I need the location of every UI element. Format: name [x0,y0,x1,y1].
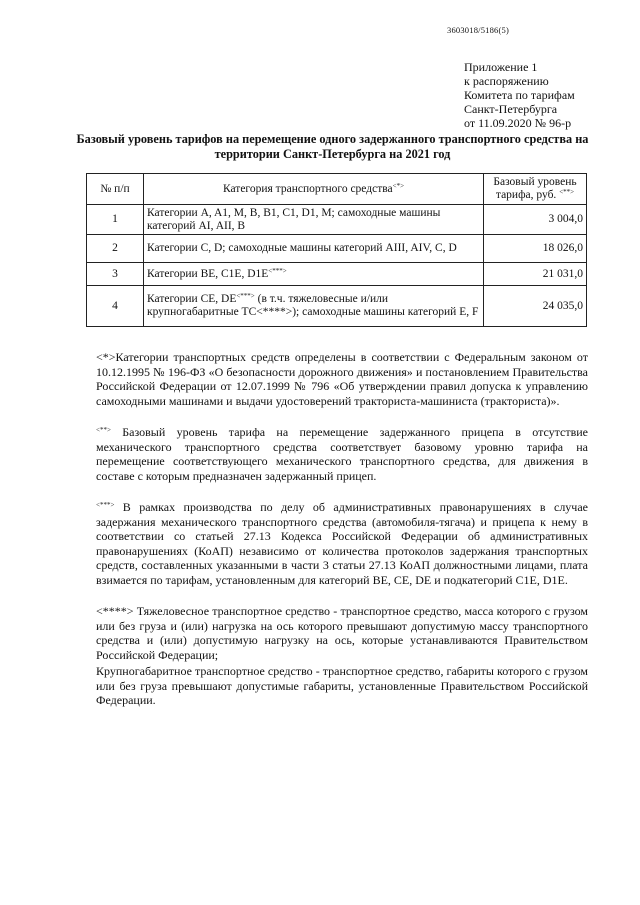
row-category [144,263,484,286]
document-title: Базовый уровень тарифов на перемещение одного задержанного транспортного средства на территории Санкт-Петербурга на 2021 год [76,132,589,161]
header-category [144,174,484,205]
footnote-2 [96,425,588,483]
header-tariff-label: Базовый уровень тарифа, руб. [493,176,577,201]
header-category-mark: <*> [392,181,405,190]
header-tariff [484,174,587,205]
appendix-line: Комитета по тарифам [464,88,575,102]
row-num: 2 [87,235,144,263]
footnote-4-continued: Крупногабаритное транспортное средство - транспортное средство, габариты которого с грузом или без груза превышают допустимые габариты, установленные Правительством Российской Федерации. [96,664,588,707]
header-category-label: Категория транспортного средства [222,182,393,195]
footnote-2-text: Базовый уровень тарифа на перемещение задержанного прицепа в отсутствие механического транспортного средства соответствует базовому уровню тарифа на перемещение соответствующего механического транспортного средства, для движения в составе с которым предназначен задержанный прицеп. [96,425,588,483]
appendix-line: Приложение 1 [464,60,538,74]
row-value: 3 004,0 [484,205,587,235]
table-row [87,205,587,235]
tariff-table [86,173,587,327]
footnote-3 [96,500,588,587]
document-number: 3603018/5186(5) [447,25,510,35]
footnotes [96,350,588,708]
row-num: 4 [87,286,144,327]
table-row [87,286,587,327]
row-category-text: Категории CE, DE [147,293,237,305]
footnote-3-mark: <***> [96,501,115,509]
row-category [144,286,484,327]
footnote-1: <*>Категории транспортных средств определены в соответствии с Федеральным законом от 10.12.1995 № 196-ФЗ «О безопасности дорожного движения» и постановлением Правительства Российской Федерации от 12.07.1999 № 796 «Об утверждении правил допуска к управлению самоходными машинами и выдачи удостоверений тракториста-машиниста (тракториста)». [96,350,588,408]
footnote-3-text: В рамках производства по делу об административных правонарушениях в случае задержания механического транспортного средства (автомобиля-тягача) и прицепа к нему в соответствии со статьей 27.13 Кодекса Российской Федерации об административных правонарушениях (КоАП) независимо от количества протоколов задержания транспортных средств, составленных указанными в части 3 статьи 27.13 КоАП должностными лицами, плата взимается по тарифам, установленным для категорий BE, CE, DE и подкатегорий C1E, D1E. [96,500,588,587]
appendix-line: к распоряжению [464,74,549,88]
appendix-line: от 11.09.2020 № 96-р [464,116,572,130]
row-category-tail: (в т.ч. тяжеловесные и/или крупногабаритные ТС<****>); самоходные машины категорий E, F [147,293,479,318]
footnote-2-mark: <**> [96,426,111,434]
row-num: 1 [87,205,144,235]
appendix-line: Санкт-Петербурга [464,102,558,116]
row-value: 24 035,0 [484,286,587,327]
footnote-4: <****> Тяжеловесное транспортное средство - транспортное средство, масса которого с грузом или без груза и (или) нагрузка на ось которого превышают допустимую массу транспортного средства и (или) допустимую нагрузку на ось, которые устанавливаются Правительством Российской Федерации; [96,604,588,662]
header-tariff-mark: <**> [559,188,575,196]
row-category: Категории C, D; самоходные машины категорий AIII, AIV, C, D [144,235,484,263]
row-value: 18 026,0 [484,235,587,263]
appendix-block [464,60,634,130]
table-header-row [87,174,587,205]
row-category-mark: <***> [268,266,287,275]
table-row [87,235,587,263]
row-category-mark: <***> [236,292,255,300]
row-num: 3 [87,263,144,286]
table-row [87,263,587,286]
row-category: Категории A, A1, M, B, B1, C1, D1, M; самоходные машины категорий AI, AII, B [144,205,484,235]
header-num: № п/п [87,174,144,205]
row-value: 21 031,0 [484,263,587,286]
row-category-text: Категории BE, C1E, D1E [147,267,269,280]
